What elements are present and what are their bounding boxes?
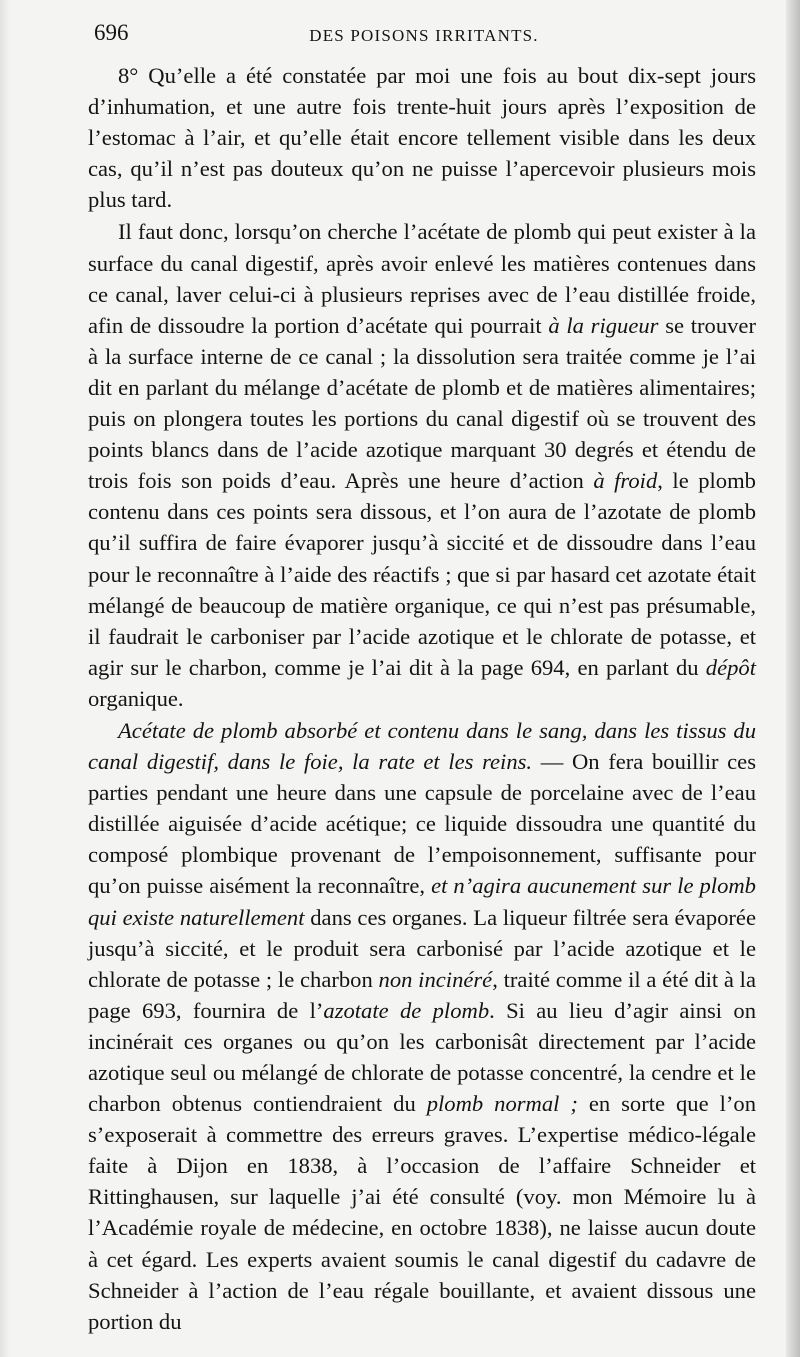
- text-segment: organique.: [88, 685, 184, 711]
- page-number: 696: [94, 20, 129, 45]
- text-segment: dans ces organes. La liqueur filtrée sera évaporée jusqu’à siccité, et le produit sera carbonisé par l’acide azotique et le chlorate de potasse ; le charbon: [88, 904, 756, 992]
- page-left-edge: [0, 0, 10, 1357]
- paragraph: [88, 60, 756, 215]
- running-title: DES POISONS IRRITANTS.: [309, 26, 539, 45]
- body-text: [88, 60, 756, 1337]
- italic-segment: plomb normal ;: [426, 1091, 578, 1117]
- page-header: [88, 20, 760, 50]
- text-segment: se trouver à la surface interne de ce canal ; la dissolution sera traitée comme je l’ai dit en parlant du mélange d’acétate de plomb et de matières alimentaires; puis on plongera toutes les portions du canal digestif où se trouvent des points blancs dans de l’acide azotique marquant 30 degrés et étendu de trois fois son poids d’eau. Après une heure d’action: [88, 312, 756, 494]
- paragraph: [88, 715, 756, 1337]
- paragraph: [88, 216, 756, 714]
- italic-segment: non incinéré: [378, 966, 493, 992]
- text-segment: , traité comme il a été dit à la page 693, fournira de l’: [88, 966, 756, 1023]
- italic-segment: à froid: [593, 468, 658, 494]
- text-segment: en sorte que l’on s’exposerait à commettre des erreurs graves. L’expertise médico-légale faite à Dijon en 1838, à l’occasion de l’affaire Schneider et Rittinghausen, sur laquelle j’ai été consulté (voy. mon Mémoire lu à l’Académie royale de médecine, en octobre 1838), ne laisse aucun doute à cet égard. Les experts avaient soumis le canal digestif du cadavre de Schneider à l’action de l’eau régale bouillante, et avaient dissous une portion du: [88, 1091, 756, 1334]
- text-segment: , le plomb contenu dans ces points sera dissous, et l’on aura de l’azotate de plomb qu’il suffira de faire évaporer jusqu’à siccité et de dissoudre dans l’eau pour le reconnaître à l’aide des réactifs ; que si par hasard cet azotate était mélangé de beaucoup de matière organique, ce qui n’est pas présumable, il faudrait le carboniser par l’acide azotique et le chlorate de potasse, et agir sur le charbon, comme je l’ai dit à la page 694, en parlant du: [88, 468, 756, 680]
- page-right-edge: [786, 0, 800, 1357]
- text-segment: . Si au lieu d’agir ainsi on incinérait ces organes ou qu’on les carbonisât directement par l’acide azotique seul ou mélangé de chlorate de potasse concentré, la cendre et le charbon obtenus contiendraient du: [88, 997, 756, 1117]
- italic-segment: dépôt: [705, 654, 756, 680]
- text-segment: Il faut donc, lorsqu’on cherche l’acétate de plomb qui peut exister à la surface du canal digestif, après avoir enlevé les matières contenues dans ce canal, laver celui-ci à plusieurs reprises avec de l’eau distillée froide, afin de dissoudre la portion d’acétate qui pourrait: [88, 219, 756, 338]
- italic-segment: et n’agira aucunement sur le plomb qui existe naturellement: [88, 873, 756, 930]
- text-segment: — On fera bouillir ces parties pendant une heure dans une capsule de porcelaine avec de l’eau distillée aiguisée d’acide acétique; ce liquide dissoudra une quantité du composé plombique provenant de l’empoisonnement, suffisante pour qu’on puisse aisément la reconnaître,: [88, 749, 756, 899]
- italic-segment: azotate de plomb: [323, 997, 490, 1023]
- italic-segment: à la rigueur: [548, 312, 659, 338]
- italic-segment: Acétate de plomb absorbé et contenu dans le sang, dans les tissus du canal digestif, dans le foie, la rate et les reins.: [88, 717, 756, 775]
- text-segment: 8° Qu’elle a été constatée par moi une fois au bout dix-sept jours d’inhumation, et une autre fois trente-huit jours après l’exposition de l’estomac à l’air, et qu’elle était encore tellement visible dans les deux cas, qu’il n’est pas douteux qu’on ne puisse l’apercevoir plusieurs mois plus tard.: [88, 63, 756, 213]
